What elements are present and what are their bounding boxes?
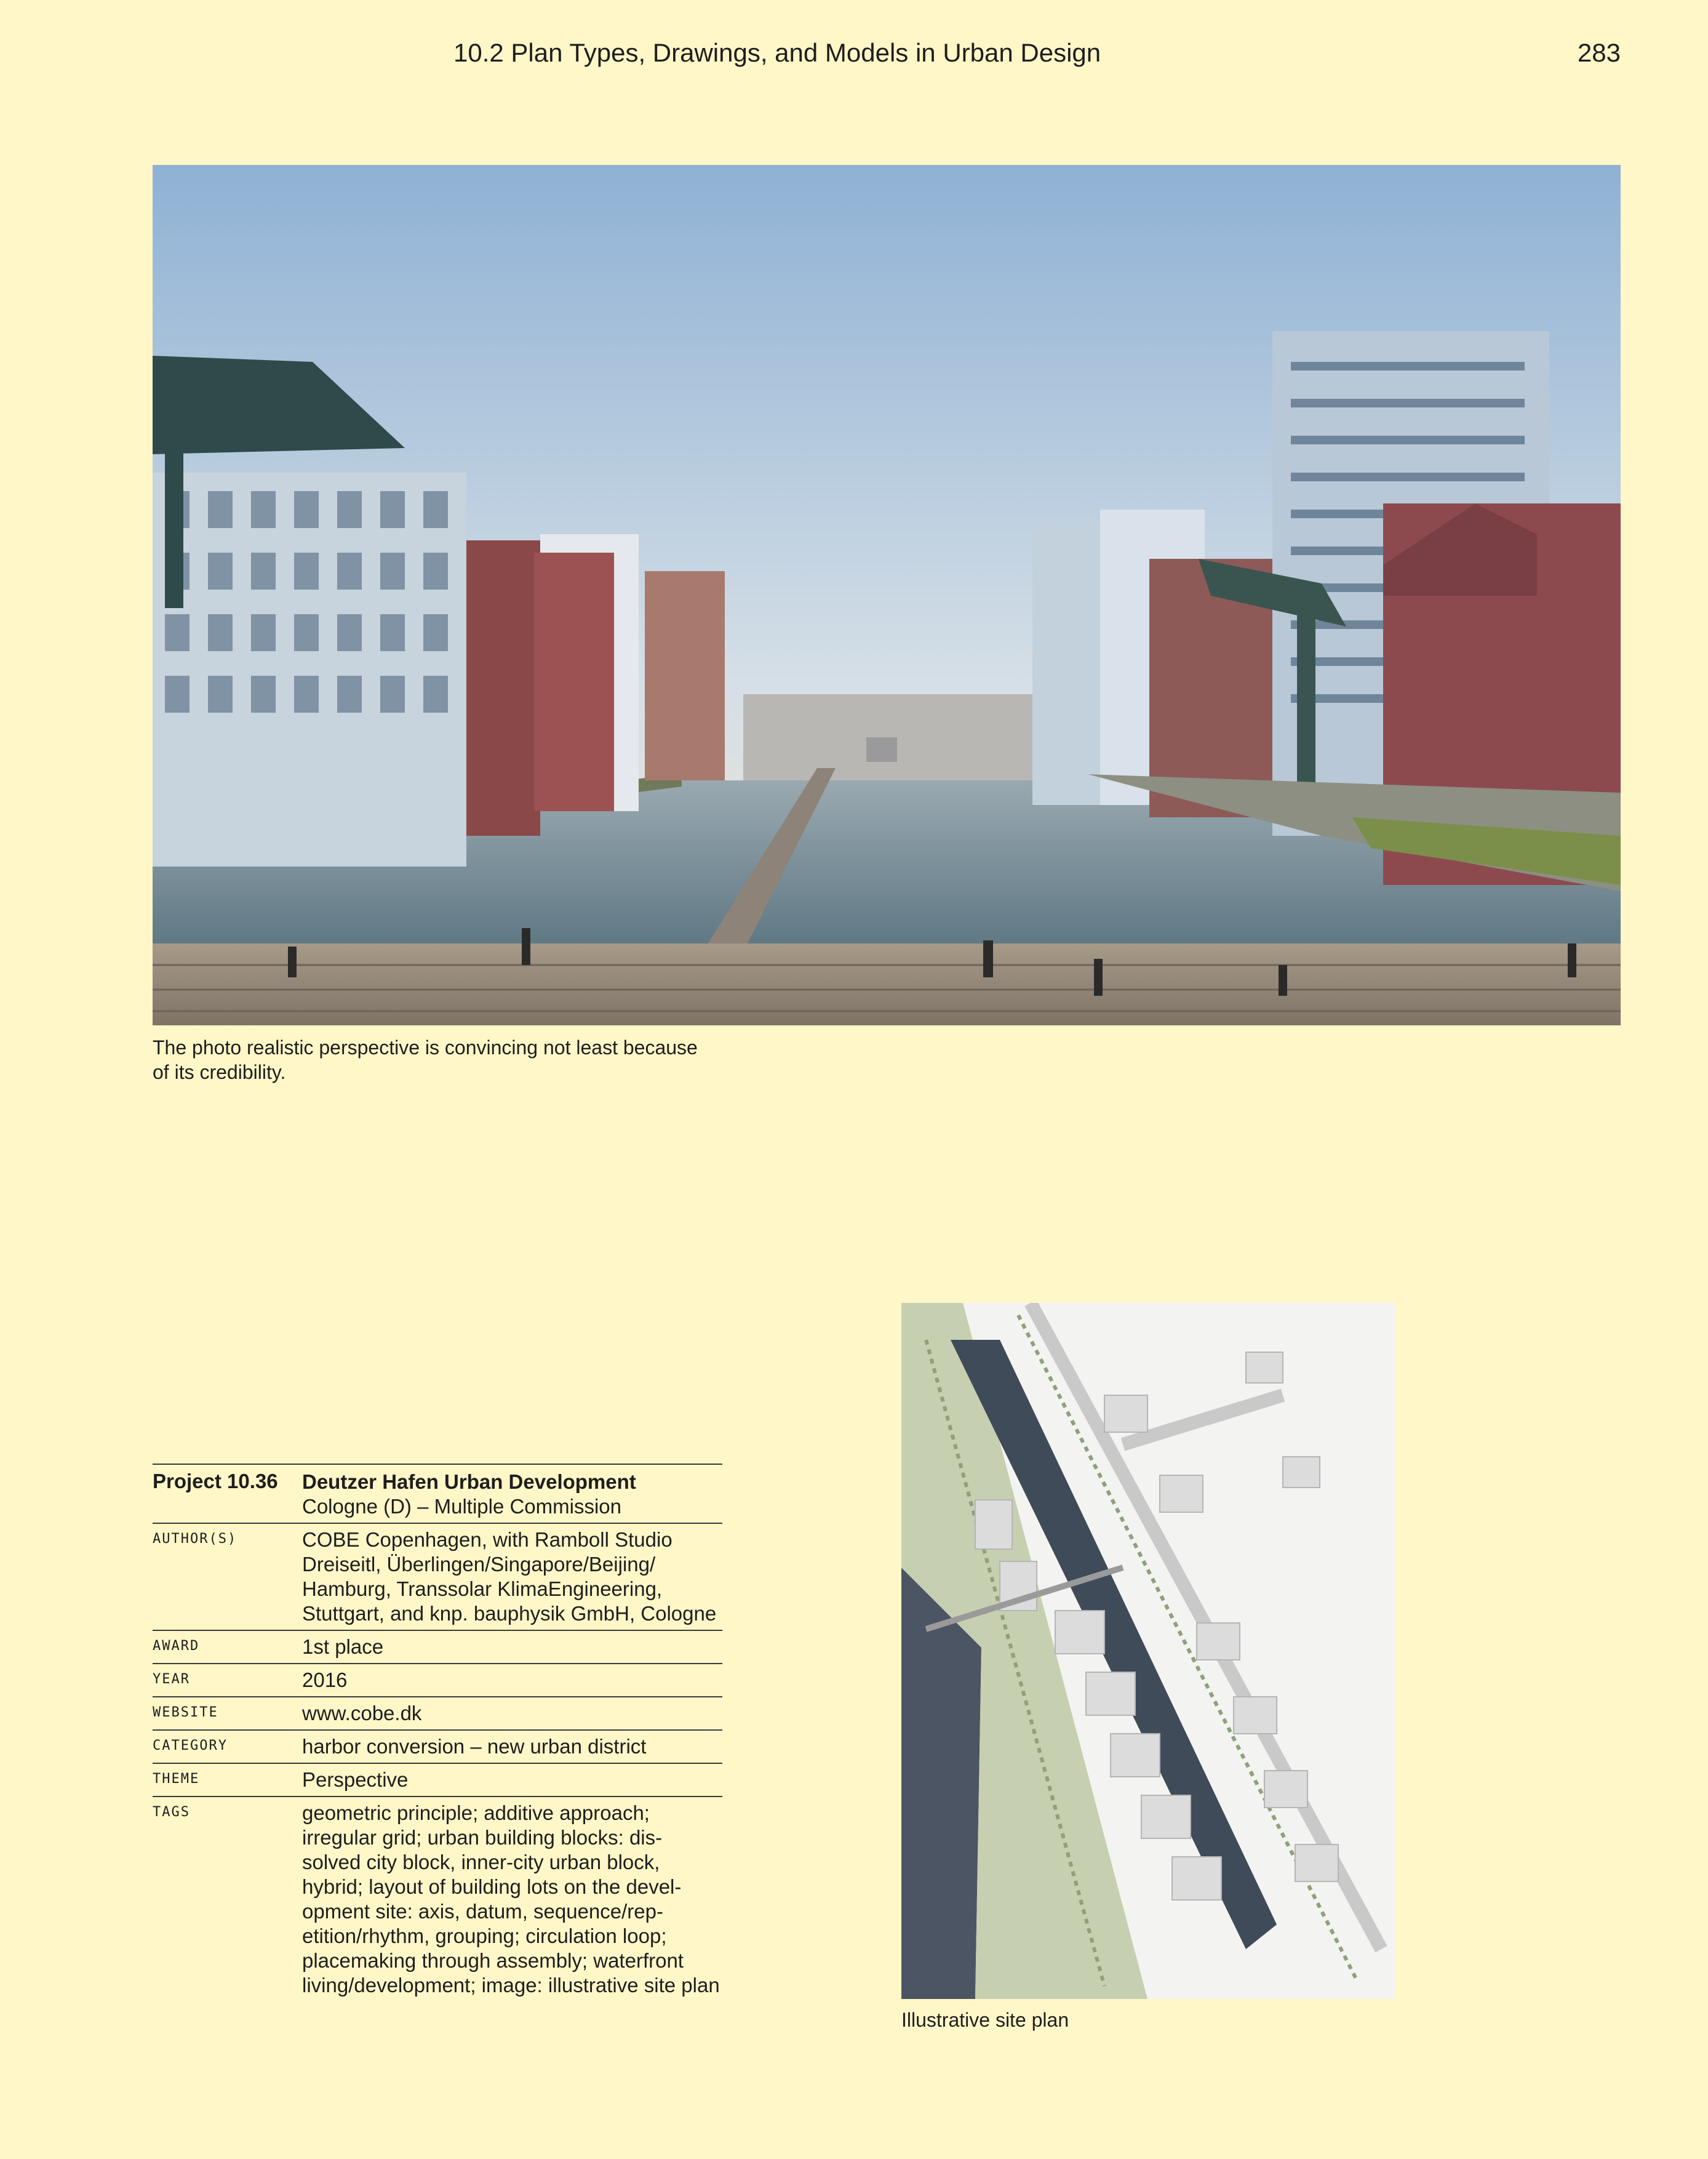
info-key: WEBSITE: [153, 1697, 302, 1730]
project-title: Deutzer Hafen Urban Development: [302, 1470, 636, 1493]
running-header-title: 10.2 Plan Types, Drawings, and Models in Urban Design: [453, 38, 1101, 67]
page-number: 283: [1577, 38, 1621, 67]
info-key: CATEGORY: [153, 1730, 302, 1763]
info-row-award: [153, 1630, 722, 1664]
project-label: Project 10.36: [153, 1464, 302, 1523]
perspective-image: [153, 165, 1621, 1025]
project-header-row: [153, 1464, 722, 1523]
perspective-caption: The photo realistic perspective is convincing not least because of its credibility.: [153, 1036, 698, 1083]
info-value: geometric principle; additive approach; irregular grid; urban building blocks: dis- solved city block, inner-city urban block, hybrid; layout of building lots on the devel- opment site: axis, datum, sequence/rep- etition/rhythm, grouping; circulation loop; placemaking through assembly; waterfront living/development; image: illustrative site plan: [302, 1796, 722, 2001]
info-row-website: [153, 1697, 722, 1730]
info-row-year: [153, 1664, 722, 1697]
site-plan-image: [901, 1303, 1395, 1999]
info-key: AUTHOR(S): [153, 1523, 302, 1630]
info-row-tags: [153, 1796, 722, 2001]
info-value: COBE Copenhagen, with Ramboll Studio Dreiseitl, Überlingen/Singapore/Beijing/ Hamburg, Transsolar KlimaEngineering, Stuttgart, and knp. bauphysik GmbH, Cologne: [302, 1523, 722, 1630]
info-row-category: [153, 1730, 722, 1763]
project-subtitle: Cologne (D) – Multiple Commission: [302, 1495, 622, 1518]
info-value: Perspective: [302, 1763, 722, 1796]
info-row-authors: [153, 1523, 722, 1630]
info-key: AWARD: [153, 1630, 302, 1664]
info-row-theme: [153, 1763, 722, 1796]
info-value: 2016: [302, 1664, 722, 1697]
info-key: YEAR: [153, 1664, 302, 1697]
site-plan-caption: Illustrative site plan: [901, 2009, 1069, 2031]
info-value: harbor conversion – new urban district: [302, 1730, 722, 1763]
info-value: www.cobe.dk: [302, 1697, 722, 1730]
info-value: 1st place: [302, 1630, 722, 1664]
info-key: THEME: [153, 1763, 302, 1796]
project-info-table: [153, 1464, 722, 2001]
info-key: TAGS: [153, 1796, 302, 2001]
project-heading: [302, 1464, 722, 1523]
